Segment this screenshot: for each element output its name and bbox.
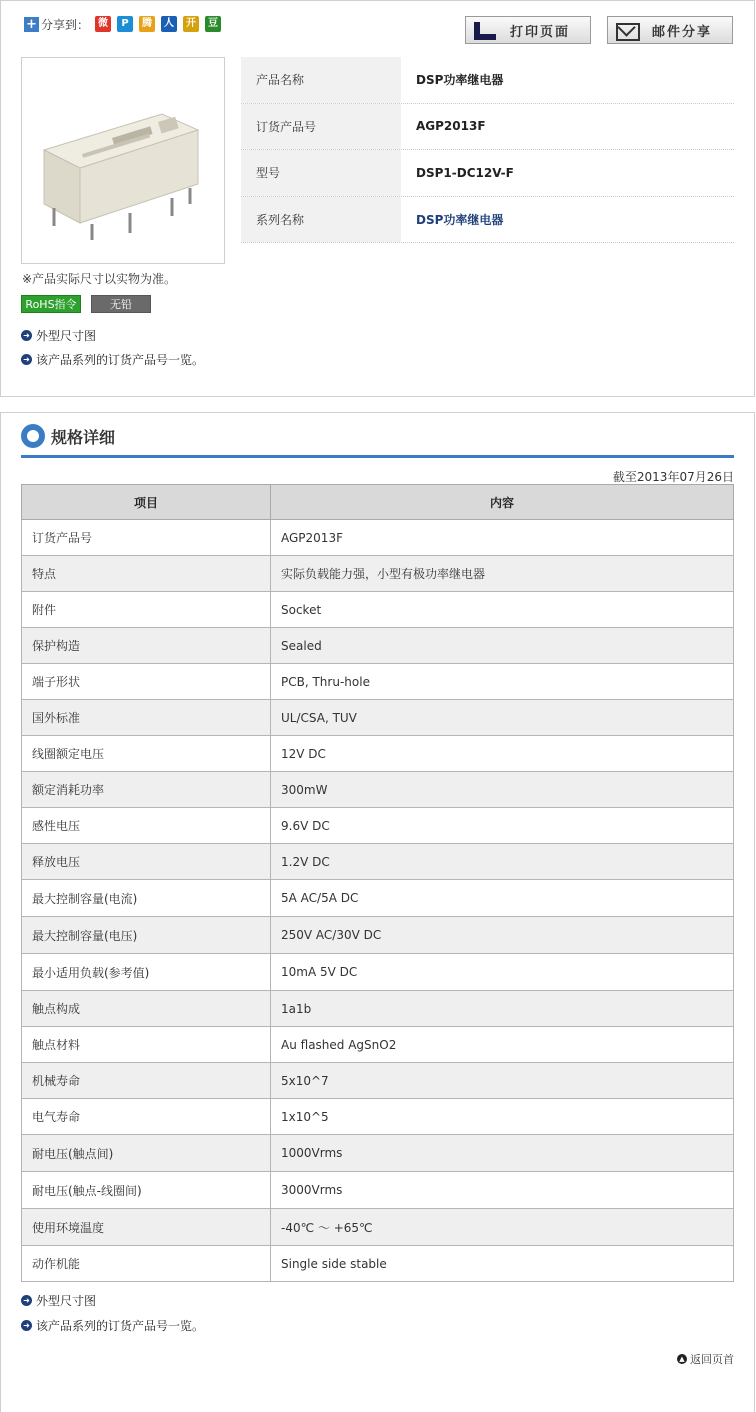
spec-item-cell: 使用环境温度	[22, 1209, 271, 1246]
spec-item-cell: 耐电压(触点间)	[22, 1135, 271, 1172]
model-value: DSP1-DC12V-F	[416, 165, 514, 180]
arrow-right-icon: ➜	[21, 1295, 32, 1306]
table-row	[22, 1172, 734, 1209]
relay-image	[22, 58, 226, 265]
spec-value-cell: 1000Vrms	[271, 1135, 734, 1172]
table-row	[22, 1027, 734, 1063]
dimension-link-bottom[interactable]	[21, 1292, 96, 1309]
divider	[21, 455, 734, 458]
dimension-link-label: 外型尺寸图	[36, 1294, 97, 1308]
qzone-icon[interactable]: P	[117, 16, 133, 32]
spec-item-cell: 耐电压(触点-线圈间)	[22, 1172, 271, 1209]
dimension-link[interactable]	[21, 327, 96, 344]
spec-value-cell: Au flashed AgSnO2	[271, 1027, 734, 1063]
spec-value-cell: 1a1b	[271, 991, 734, 1027]
order-number-value: AGP2013F	[416, 119, 486, 134]
table-row	[22, 1135, 734, 1172]
spec-item-cell: 保护构造	[22, 628, 271, 664]
info-label: 系列名称	[241, 197, 401, 243]
renren-icon[interactable]: 人	[161, 16, 177, 32]
series-name-link[interactable]: DSP功率继电器	[416, 212, 504, 227]
spec-value-cell: 9.6V DC	[271, 808, 734, 844]
mail-icon	[616, 20, 638, 40]
series-list-link[interactable]	[21, 351, 204, 368]
spec-item-cell: 感性电压	[22, 808, 271, 844]
arrow-right-icon: ➜	[21, 330, 32, 341]
spec-value-cell: 3000Vrms	[271, 1172, 734, 1209]
series-link-label: 该产品系列的订货产品号一览。	[36, 1319, 205, 1333]
info-row	[241, 104, 734, 151]
spec-item-cell: 最小适用负载(参考值)	[22, 954, 271, 991]
table-row	[22, 736, 734, 772]
info-row	[241, 150, 734, 197]
table-row	[22, 844, 734, 880]
table-row	[22, 1099, 734, 1135]
table-row	[22, 917, 734, 954]
series-list-link-bottom[interactable]	[21, 1317, 204, 1334]
table-row	[22, 1063, 734, 1099]
spec-value-cell: 5x10^7	[271, 1063, 734, 1099]
table-row	[22, 880, 734, 917]
spec-value-cell: AGP2013F	[271, 520, 734, 556]
info-row	[241, 197, 734, 244]
table-row	[22, 592, 734, 628]
column-header-item: 项目	[22, 485, 271, 520]
spec-item-cell: 最大控制容量(电流)	[22, 880, 271, 917]
table-row	[22, 520, 734, 556]
spec-title: 规格详细	[51, 427, 116, 447]
spec-value-cell: 10mA 5V DC	[271, 954, 734, 991]
image-note: ※产品实际尺寸以实物为准。	[22, 272, 177, 286]
table-row	[22, 772, 734, 808]
arrow-up-icon: ▲	[677, 1354, 687, 1364]
spec-item-cell: 端子形状	[22, 664, 271, 700]
spec-value-cell: 12V DC	[271, 736, 734, 772]
share-bar	[24, 15, 227, 33]
info-row	[241, 57, 734, 104]
table-row	[22, 1246, 734, 1282]
spec-item-cell: 动作机能	[22, 1246, 271, 1282]
table-row	[22, 700, 734, 736]
info-label: 订货产品号	[241, 104, 401, 150]
spec-item-cell: 释放电压	[22, 844, 271, 880]
spec-value-cell: Single side stable	[271, 1246, 734, 1282]
plus-icon[interactable]: +	[24, 17, 39, 32]
lead-free-badge: 无铅	[91, 295, 151, 313]
spec-value-cell: 1x10^5	[271, 1099, 734, 1135]
spec-table	[21, 484, 734, 1282]
spec-item-cell: 国外标准	[22, 700, 271, 736]
product-image	[21, 57, 225, 264]
tencent-icon[interactable]: 腾	[139, 16, 155, 32]
product-name-value: DSP功率继电器	[416, 73, 504, 88]
series-link-label: 该产品系列的订货产品号一览。	[36, 353, 205, 367]
spec-value-cell: 5A AC/5A DC	[271, 880, 734, 917]
print-icon	[474, 20, 496, 40]
spec-value-cell: PCB, Thru-hole	[271, 664, 734, 700]
spec-item-cell: 线圈额定电压	[22, 736, 271, 772]
arrow-right-icon: ➜	[21, 354, 32, 365]
spec-value-cell: 1.2V DC	[271, 844, 734, 880]
table-row	[22, 808, 734, 844]
spec-item-cell: 特点	[22, 556, 271, 592]
update-date: 截至2013年07月26日	[612, 470, 734, 484]
douban-icon[interactable]: 豆	[205, 16, 221, 32]
arrow-right-icon: ➜	[21, 1320, 32, 1331]
mail-share-button[interactable]	[607, 16, 733, 44]
table-row	[22, 991, 734, 1027]
kaixin-icon[interactable]: 开	[183, 16, 199, 32]
dimension-link-label: 外型尺寸图	[36, 329, 97, 343]
spec-value-cell: Sealed	[271, 628, 734, 664]
print-button-label: 打印页面	[510, 24, 571, 40]
column-header-content: 内容	[271, 485, 734, 520]
spec-heading	[21, 424, 115, 448]
table-row	[22, 628, 734, 664]
weibo-icon[interactable]: 微	[95, 16, 111, 32]
info-label: 产品名称	[241, 57, 401, 103]
spec-item-cell: 订货产品号	[22, 520, 271, 556]
print-button[interactable]	[465, 16, 591, 44]
back-to-top-link[interactable]	[677, 1351, 734, 1367]
table-row	[22, 1209, 734, 1246]
spec-value-cell: UL/CSA, TUV	[271, 700, 734, 736]
spec-value-cell: 250V AC/30V DC	[271, 917, 734, 954]
table-row	[22, 664, 734, 700]
spec-item-cell: 电气寿命	[22, 1099, 271, 1135]
share-label: 分享到：	[41, 17, 90, 32]
mail-button-label: 邮件分享	[652, 24, 713, 40]
spec-value-cell: 实际负载能力强，小型有极功率继电器	[271, 556, 734, 592]
back-to-top-label: 返回页首	[690, 1353, 734, 1366]
ring-icon	[21, 424, 45, 448]
rohs-badge: RoHS指令	[21, 295, 81, 313]
table-header-row	[22, 485, 734, 520]
spec-value-cell: 300mW	[271, 772, 734, 808]
spec-item-cell: 附件	[22, 592, 271, 628]
spec-item-cell: 触点材料	[22, 1027, 271, 1063]
table-row	[22, 954, 734, 991]
spec-item-cell: 机械寿命	[22, 1063, 271, 1099]
info-label: 型号	[241, 150, 401, 196]
spec-item-cell: 触点构成	[22, 991, 271, 1027]
table-row	[22, 556, 734, 592]
spec-value-cell: Socket	[271, 592, 734, 628]
spec-item-cell: 最大控制容量(电压)	[22, 917, 271, 954]
spec-item-cell: 额定消耗功率	[22, 772, 271, 808]
spec-value-cell: -40℃ ～ +65℃	[271, 1209, 734, 1246]
product-info-table	[241, 57, 734, 243]
